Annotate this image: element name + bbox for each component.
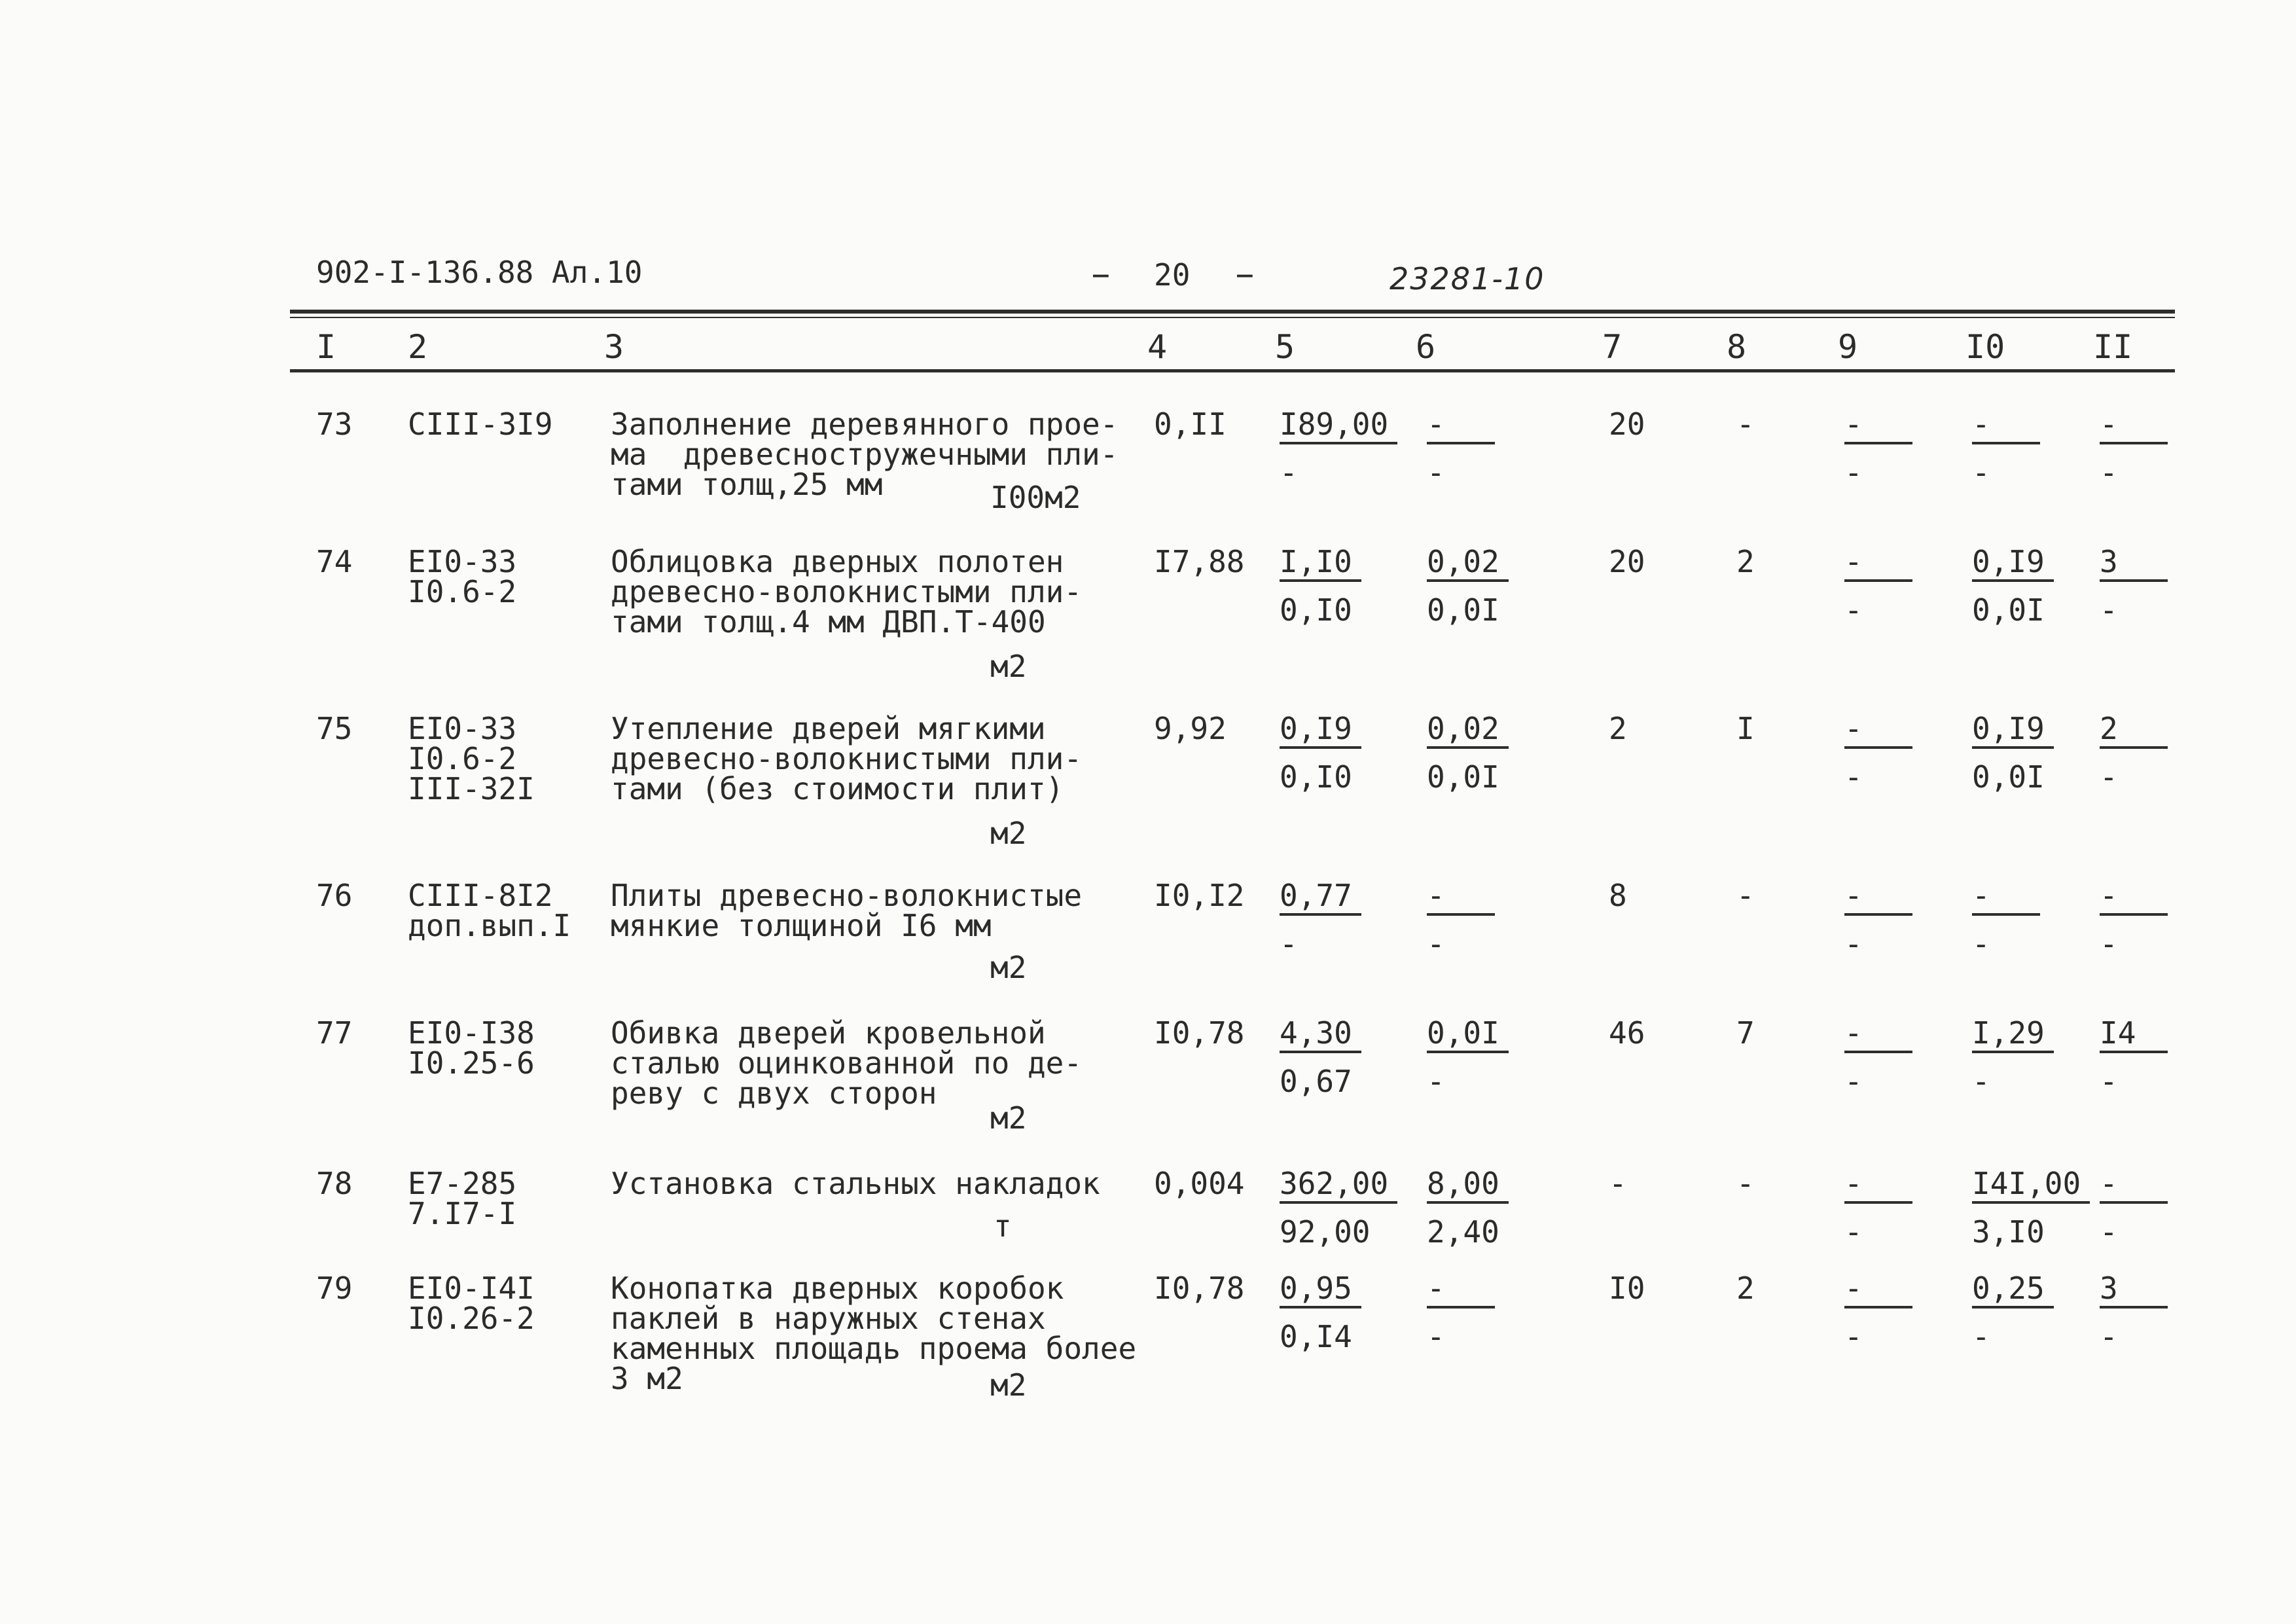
row-number: 75 — [316, 711, 353, 746]
col-header-6: 6 — [1416, 328, 1436, 366]
row-number: 73 — [316, 406, 353, 442]
col8-value: - — [1736, 878, 1755, 913]
row-description: Плиты древесно-волокнистые мянкие толщиной I6 мм — [611, 878, 1083, 943]
row-unit: I00м2 — [990, 480, 1081, 515]
col10-fraction: $\frac{I4I,00}{3,I0}$ — [1972, 1168, 2077, 1247]
row-unit: м2 — [990, 950, 1027, 985]
col8-value: 2 — [1736, 544, 1755, 579]
col5-fraction: 0,77 - — [1280, 880, 1384, 959]
drawing-number: 23281-10 — [1390, 261, 1545, 297]
col-header-8: 8 — [1727, 328, 1747, 366]
row-quantity: I0,78 — [1154, 1015, 1245, 1051]
col5-fraction: $\frac{4,30}{0,67}$ — [1280, 1018, 1384, 1096]
row-number: 79 — [316, 1271, 353, 1306]
col11-fraction: 3 - — [2100, 547, 2204, 625]
col11-fraction: 2 - — [2100, 713, 2204, 792]
row-number: 77 — [316, 1015, 353, 1051]
col-header-9: 9 — [1838, 328, 1858, 366]
row-description: Обивка дверей кровельной сталью оцинкованной по де- реву с двух сторон — [611, 1015, 1083, 1111]
row-unit: м2 — [990, 649, 1027, 684]
col10-fraction: - - — [1972, 880, 2077, 959]
col11-fraction: I4 - — [2100, 1018, 2204, 1096]
col-header-5: 5 — [1275, 328, 1295, 366]
col11-fraction: - - — [2100, 880, 2204, 959]
col10-fraction: $\frac{0,I9}{0,0I}$ — [1972, 713, 2077, 792]
header-rule-bottom — [290, 369, 2175, 372]
col7-value: 20 — [1609, 406, 1645, 442]
col8-value: 7 — [1736, 1015, 1755, 1051]
row-unit: м2 — [990, 816, 1027, 851]
row-code: EI0-I38 I0.25-6 — [408, 1015, 535, 1081]
col6-fraction: - - — [1427, 880, 1532, 959]
col8-value: 2 — [1736, 1271, 1755, 1306]
row-code: EI0-33 I0.6-2 — [408, 544, 517, 609]
col-header-2: 2 — [408, 328, 428, 366]
col5-fraction: $\frac{0,I9}{0,I0}$ — [1280, 713, 1384, 792]
col6-fraction: $\frac{0,02}{0,0I}$ — [1427, 713, 1532, 792]
row-description: Заполнение деревянного прое- ма древесностружечными пли- тами толщ,25 мм — [611, 406, 1119, 502]
col9-fraction: - - — [1844, 1018, 1949, 1096]
col5-fraction: $\frac{0,95}{0,I4}$ — [1280, 1273, 1384, 1352]
col6-fraction: - - — [1427, 409, 1532, 488]
row-unit: м2 — [990, 1367, 1027, 1403]
header-rule-top-thin — [290, 317, 2175, 318]
row-quantity: I0,I2 — [1154, 878, 1245, 913]
row-code: CIII-3I9 — [408, 406, 553, 442]
col-header-4: 4 — [1147, 328, 1168, 366]
col10-fraction: - - — [1972, 409, 2077, 488]
col8-value: - — [1736, 1166, 1755, 1201]
col8-value: I — [1736, 711, 1755, 746]
row-description: Конопатка дверных коробок паклей в наружных стенах каменных площадь проема более 3 м2 — [611, 1271, 1137, 1396]
page-dash-left: − — [1092, 257, 1110, 293]
row-number: 78 — [316, 1166, 353, 1201]
col9-fraction: - - — [1844, 713, 1949, 792]
col7-value: - — [1609, 1166, 1627, 1201]
col9-fraction: - - — [1844, 880, 1949, 959]
page-number: 20 — [1154, 257, 1191, 293]
row-unit: м2 — [990, 1100, 1027, 1136]
row-quantity: 0,004 — [1154, 1166, 1245, 1201]
col10-fraction: I,29 - — [1972, 1018, 2077, 1096]
row-quantity: I7,88 — [1154, 544, 1245, 579]
row-code: CIII-8I2 доп.вып.I — [408, 878, 571, 943]
col-header-1: I — [316, 328, 336, 366]
col6-fraction: 0,0I - — [1427, 1018, 1532, 1096]
col11-fraction: - - — [2100, 409, 2204, 488]
col6-fraction: - - — [1427, 1273, 1532, 1352]
col-header-10: I0 — [1965, 328, 2005, 366]
row-code: EI0-33 I0.6-2 III-32I — [408, 711, 535, 806]
row-code: EI0-I4I I0.26-2 — [408, 1271, 535, 1336]
row-number: 74 — [316, 544, 353, 579]
col11-fraction: - - — [2100, 1168, 2204, 1247]
col10-fraction: 0,25 - — [1972, 1273, 2077, 1352]
col7-value: 46 — [1609, 1015, 1645, 1051]
col9-fraction: - - — [1844, 1168, 1949, 1247]
col-header-3: 3 — [604, 328, 624, 366]
col11-fraction: 3 - — [2100, 1273, 2204, 1352]
col6-fraction: $\frac{8,00}{2,40}$ — [1427, 1168, 1532, 1247]
row-quantity: 9,92 — [1154, 711, 1227, 746]
header-rule-top — [290, 310, 2175, 314]
col8-value: - — [1736, 406, 1755, 442]
col10-fraction: $\frac{0,I9}{0,0I}$ — [1972, 547, 2077, 625]
row-description: Установка стальных накладок — [611, 1166, 1100, 1201]
col6-fraction: $\frac{0,02}{0,0I}$ — [1427, 547, 1532, 625]
row-quantity: 0,II — [1154, 406, 1227, 442]
col9-fraction: - - — [1844, 409, 1949, 488]
row-quantity: I0,78 — [1154, 1271, 1245, 1306]
row-description: Облицовка дверных полотен древесно-волокнистыми пли- тами толщ.4 мм ДВП.Т-400 — [611, 544, 1083, 640]
document-code: 902-I-136.88 Ал.10 — [316, 255, 643, 290]
col7-value: I0 — [1609, 1271, 1645, 1306]
col9-fraction: - - — [1844, 1273, 1949, 1352]
row-number: 76 — [316, 878, 353, 913]
row-description: Утепление дверей мягкими древесно-волокнистыми пли- тами (без стоимости плит) — [611, 711, 1083, 806]
col7-value: 8 — [1609, 878, 1627, 913]
col7-value: 2 — [1609, 711, 1627, 746]
col7-value: 20 — [1609, 544, 1645, 579]
row-unit: т — [994, 1208, 1012, 1244]
row-code: E7-285 7.I7-I — [408, 1166, 517, 1231]
col-header-11: II — [2093, 328, 2133, 366]
col9-fraction: - - — [1844, 547, 1949, 625]
col5-fraction: I89,00 - — [1280, 409, 1384, 488]
col-header-7: 7 — [1602, 328, 1623, 366]
col5-fraction: $\frac{I,I0}{0,I0}$ — [1280, 547, 1384, 625]
col5-fraction: $\frac{362,00}{92,00}$ — [1280, 1168, 1384, 1247]
page-dash-right: − — [1236, 257, 1254, 293]
